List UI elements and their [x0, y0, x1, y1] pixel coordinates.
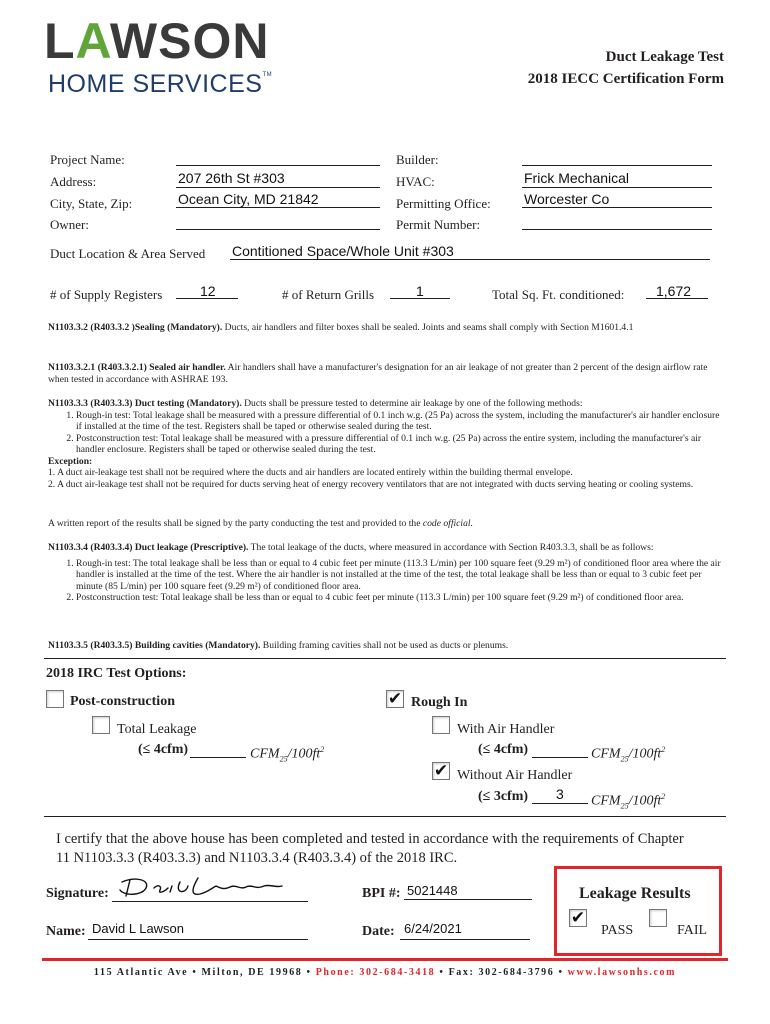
rough-in-checkbox[interactable] [386, 690, 404, 708]
unit-sup: 2 [320, 745, 325, 754]
unit-cfm: CFM [591, 746, 621, 762]
without-air-handler-label: Without Air Handler [457, 768, 573, 783]
logo-subtitle [48, 72, 272, 97]
with-air-handler-checkbox[interactable] [432, 716, 450, 734]
leakage-results-title: Leakage Results [579, 885, 691, 902]
address-label: Address: [50, 174, 97, 189]
pass-label: PASS [601, 923, 634, 938]
hvac-value: Frick Mechanical [524, 170, 630, 186]
code-duct-testing-item: 2. Postconstruction test: Total leakage shall be measured with a pressure differential of 0.1 inch w.g. (25 Pa) across the entire system, including the manufacturer's air handler enclosure. Registers shall be taped or otherwise sealed during the test. [76, 433, 724, 456]
post-construction-label: Post-construction [70, 694, 175, 709]
with-air-handler-value-field[interactable] [532, 744, 588, 758]
without-air-handler-unit [591, 789, 665, 814]
form-title-line1: Duct Leakage Test [605, 49, 724, 65]
code-duct-leakage-item: 1. Rough-in test: The total leakage shall be less than or equal to 4 cubic feet per minute (113.3 L/min) per 100 square feet (9.29 m²) of conditioned floor area where the air handler is installed at the time of the test. Where the air handler is not installed at the time of the test, the total leakage shall be less than or equal to 3 cubic feet per minute (85 L/min) per 100 square feet (9.29 m²) of conditioned floor area. [76, 558, 724, 593]
without-air-handler-limit: (≤ 3cfm) [478, 789, 529, 804]
checkmark-icon: ✔ [387, 689, 403, 709]
test-options-heading: 2018 IRC Test Options: [46, 666, 187, 681]
owner-field[interactable] [176, 216, 380, 230]
total-leakage-label: Total Leakage [117, 722, 197, 737]
return-grills-label: # of Return Grills [282, 287, 375, 302]
without-air-handler-value: 3 [556, 786, 564, 802]
hvac-label: HVAC: [396, 174, 435, 189]
supply-registers-value: 12 [200, 283, 216, 299]
with-air-handler-unit [591, 742, 665, 767]
permit-number-label: Permit Number: [396, 217, 481, 232]
unit-sub: 25 [620, 801, 629, 811]
return-grills-value: 1 [416, 283, 424, 299]
permitting-office-label: Permitting Office: [396, 196, 491, 211]
form-title [528, 46, 724, 90]
footer-fax: • Fax: 302-684-3796 • [435, 967, 568, 978]
checkmark-icon: ✔ [570, 908, 586, 928]
total-sqft-value: 1,672 [656, 283, 692, 299]
code-sealed-air-handler [48, 362, 724, 385]
code-sealing-text: Ducts, air handlers and filter boxes shall be sealed. Joints and seams shall comply with Section M1601.4.1 [222, 322, 634, 333]
permit-number-field[interactable] [522, 216, 712, 230]
project-name-label: Project Name: [50, 152, 125, 167]
unit-cfm: CFM [250, 746, 280, 762]
builder-field[interactable] [522, 152, 712, 166]
owner-label: Owner: [50, 217, 89, 232]
written-report-text: A written report of the results shall be signed by the party conducting the test and provided to the [48, 518, 423, 529]
date-value: 6/24/2021 [404, 921, 462, 936]
code-sealing-title: N1103.3.2 (R403.3.2 )Sealing (Mandatory). [48, 322, 223, 333]
city-state-zip-value: Ocean City, MD 21842 [178, 191, 319, 207]
unit-sup: 2 [661, 792, 666, 801]
written-report-note [48, 518, 724, 530]
city-state-zip-label: City, State, Zip: [50, 196, 133, 211]
form-title-line2: 2018 IECC Certification Form [527, 71, 724, 87]
date-label: Date: [362, 924, 395, 939]
logo-letter-a: A [75, 13, 110, 69]
certification-statement: I certify that the above house has been completed and tested in accordance with the requirements of Chapter 11 N1103.3.3 (R403.3.3) and N1103.3.4 (R403.3.4) of the 2018 IRC. [56, 831, 684, 866]
project-name-field[interactable] [176, 152, 380, 166]
code-duct-testing [48, 398, 724, 490]
with-air-handler-label: With Air Handler [457, 722, 555, 737]
total-leakage-unit [250, 742, 324, 767]
exception-item: 2. A duct air-leakage test shall not be required for ducts serving heat of energy recovery ventilators that are not integrated with ducts serving heating or cooling systems. [48, 478, 694, 490]
address-value: 207 26th St #303 [178, 170, 285, 186]
duct-location-value: Contitioned Space/Whole Unit #303 [232, 243, 454, 259]
post-construction-checkbox[interactable] [46, 690, 64, 708]
company-logo [44, 13, 270, 69]
total-leakage-value-field[interactable] [190, 744, 246, 758]
code-duct-leakage-text: The total leakage of the ducts, where measured in accordance with Section R403.3.3, shall be as follows: [248, 542, 654, 553]
written-report-code-official: code official. [422, 518, 473, 529]
exception-label: Exception: [48, 455, 93, 467]
builder-label: Builder: [396, 152, 439, 167]
exception-item: 1. A duct air-leakage test shall not be required where the ducts and air handlers are located entirely within the building thermal envelope. [48, 467, 573, 478]
unit-cfm: CFM [591, 793, 621, 809]
fail-label: FAIL [677, 923, 708, 938]
unit-per: /100ft [628, 793, 662, 809]
code-duct-testing-title: N1103.3.3 (R403.3.3) Duct testing (Mandatory). [48, 398, 242, 409]
footer-phone: Phone: 302-684-3418 [315, 967, 436, 978]
footer-address: 115 Atlantic Ave • Milton, DE 19968 • [93, 967, 316, 978]
code-duct-leakage-title: N1103.3.4 (R403.3.4) Duct leakage (Prescriptive). [48, 542, 249, 553]
signature-label: Signature: [46, 886, 109, 901]
supply-registers-label: # of Supply Registers [50, 287, 163, 302]
code-building-cavities-title: N1103.3.5 (R403.3.5) Building cavities (Mandatory). [48, 640, 261, 651]
bpi-label: BPI #: [362, 886, 401, 901]
unit-per: /100ft [628, 746, 662, 762]
logo-tm: TM [262, 72, 273, 78]
logo-letters-wson: WSON [109, 13, 270, 69]
bpi-value: 5021448 [407, 883, 458, 898]
pass-checkbox[interactable] [569, 909, 587, 927]
unit-per: /100ft [287, 746, 321, 762]
duct-location-label: Duct Location & Area Served [50, 246, 206, 261]
signature-image [116, 874, 286, 902]
footer-contact [42, 958, 728, 978]
code-duct-testing-item: 1. Rough-in test: Total leakage shall be measured with a pressure differential of 0.1 inch w.g. (25 Pa) across the system, including the manufacturer's air handler enclosure if installed at the time of the test. Registers shall be taped or otherwise sealed during the test. [76, 410, 724, 433]
code-sealed-air-handler-title: N1103.3.2.1 (R403.3.2.1) Sealed air handler. [48, 362, 226, 373]
name-label: Name: [46, 924, 86, 939]
code-sealed-air-handler-text: Air handlers shall have a manufacturer's designation for an air leakage of not greater than 2 percent of the design airflow rate when tested in accordance with ASHRAE 193. [48, 362, 708, 385]
section-divider [44, 816, 726, 817]
code-duct-leakage [48, 542, 724, 604]
logo-letter-l: L [44, 13, 76, 69]
leakage-results-box [554, 866, 722, 956]
with-air-handler-limit: (≤ 4cfm) [478, 742, 529, 757]
checkmark-icon: ✔ [433, 761, 449, 781]
without-air-handler-checkbox[interactable] [432, 762, 450, 780]
unit-sub: 25 [279, 754, 288, 764]
name-value: David L Lawson [92, 921, 185, 936]
fail-checkbox[interactable] [649, 909, 667, 927]
code-building-cavities-text: Building framing cavities shall not be used as ducts or plenums. [260, 640, 509, 651]
code-sealing [48, 322, 724, 334]
code-building-cavities [48, 640, 724, 652]
unit-sub: 25 [620, 754, 629, 764]
total-leakage-checkbox[interactable] [92, 716, 110, 734]
permitting-office-value: Worcester Co [524, 191, 610, 207]
total-leakage-limit: (≤ 4cfm) [138, 742, 189, 757]
code-duct-testing-text: Ducts shall be pressure tested to determine air leakage by one of the following methods: [241, 398, 583, 409]
code-duct-leakage-item: 2. Postconstruction test: Total leakage shall be less than or equal to 4 cubic feet per minute (113.3 L/min) per 100 square feet (9.29 m²) of conditioned floor area. [76, 592, 724, 604]
section-divider [44, 658, 726, 659]
rough-in-label: Rough In [411, 695, 468, 710]
unit-sup: 2 [661, 745, 666, 754]
logo-sub-text: HOME SERVICES [48, 70, 263, 98]
total-sqft-label: Total Sq. Ft. conditioned: [492, 287, 625, 302]
footer-website[interactable]: www.lawsonhs.com [567, 967, 677, 978]
